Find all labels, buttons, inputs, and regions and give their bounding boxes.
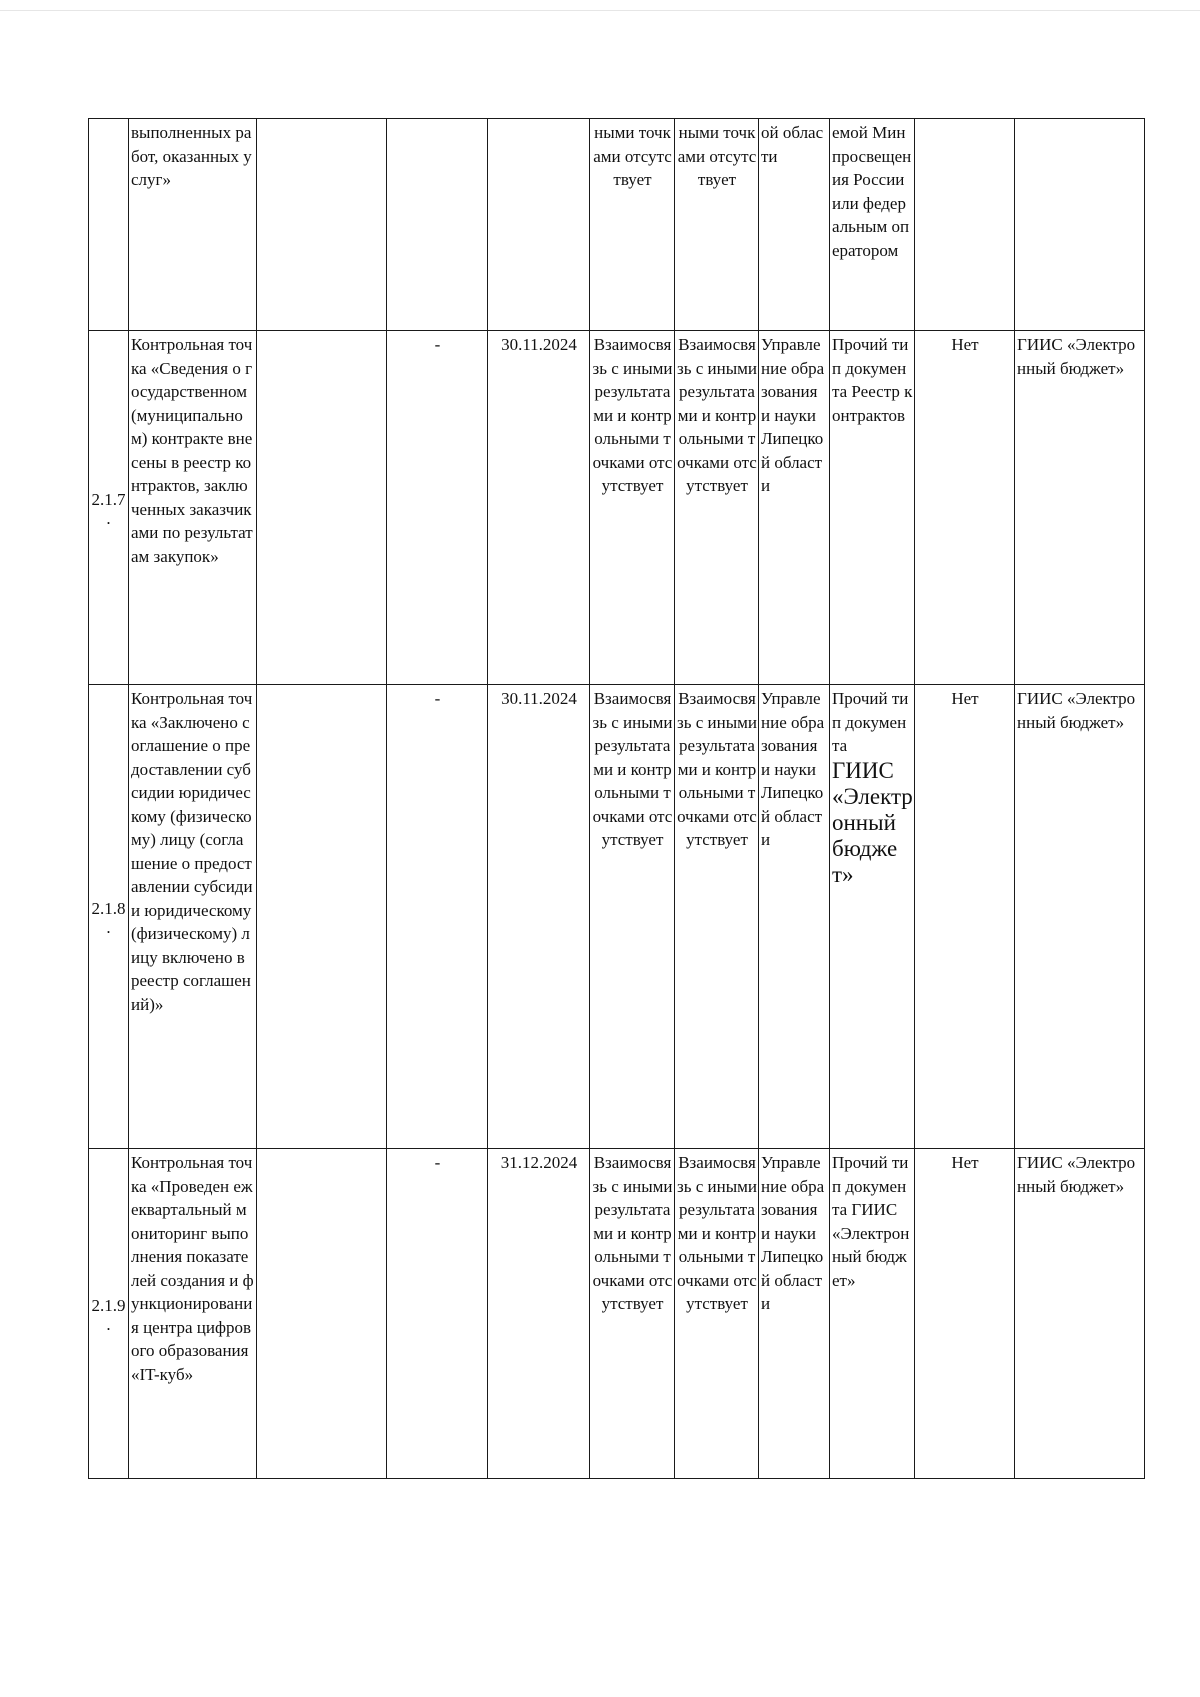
row-number-label: 2.1.7 xyxy=(91,489,126,509)
table-row xyxy=(89,1149,1145,1479)
cell-date xyxy=(488,119,590,331)
cell-flag xyxy=(915,119,1015,331)
cell-doc-type: Прочий тип документа Реестр контрактов xyxy=(830,331,915,685)
cell-flag: Нет xyxy=(915,331,1015,685)
cell-system: ГИИС «Электронный бюджет» xyxy=(1015,685,1145,1149)
cell-relation-1: Взаимосвязь с иными результатами и контрольными точками отсутствует xyxy=(590,685,675,1149)
row-number-dot: . xyxy=(106,918,111,938)
row-number-dot: . xyxy=(106,1315,111,1335)
control-points-table xyxy=(88,118,1145,1479)
row-number xyxy=(89,331,129,685)
cell-relation-2: ными точками отсутствует xyxy=(675,119,759,331)
cell-doc-type: емой Минпросвещения России или федеральным оператором xyxy=(830,119,915,331)
cell-relation-1: ными точками отсутствует xyxy=(590,119,675,331)
cell-system: ГИИС «Электронный бюджет» xyxy=(1015,1149,1145,1479)
cell-dash: - xyxy=(387,1149,488,1479)
cell-date: 31.12.2024 xyxy=(488,1149,590,1479)
cell-date: 30.11.2024 xyxy=(488,685,590,1149)
cell-flag: Нет xyxy=(915,685,1015,1149)
cell-relation-2: Взаимосвязь с иными результатами и контрольными точками отсутствует xyxy=(675,685,759,1149)
control-point-name: Контрольная точка «Проведен ежеквартальный мониторинг выполнения показателей создания и функционирования центра цифрового образования «IT-куб» xyxy=(129,1149,257,1479)
cell-responsible: ой области xyxy=(759,119,830,331)
cell-system xyxy=(1015,119,1145,331)
cell-date: 30.11.2024 xyxy=(488,331,590,685)
row-number xyxy=(89,685,129,1149)
row-number xyxy=(89,1149,129,1479)
cell-system: ГИИС «Электронный бюджет» xyxy=(1015,331,1145,685)
control-point-name: Контрольная точка «Заключено соглашение о предоставлении субсидии юридическому (физическому) лицу (соглашение о предоставлении субсидии юридическому (физическому) лицу включено в реестр соглашений)» xyxy=(129,685,257,1149)
cell-responsible: Управление образования и науки Липецкой области xyxy=(759,685,830,1149)
control-point-name: выполненных работ, оказанных услуг» xyxy=(129,119,257,331)
control-point-name: Контрольная точка «Сведения о государственном (муниципальном) контракте внесены в реестр контрактов, заключенных заказчиками по результатам закупок» xyxy=(129,331,257,685)
cell-empty xyxy=(257,119,387,331)
cell-relation-2: Взаимосвязь с иными результатами и контрольными точками отсутствует xyxy=(675,331,759,685)
cell-flag: Нет xyxy=(915,1149,1015,1479)
doc-type-small: Прочий тип документа xyxy=(832,689,909,755)
cell-relation-1: Взаимосвязь с иными результатами и контрольными точками отсутствует xyxy=(590,1149,675,1479)
row-number-dot: . xyxy=(106,509,111,529)
cell-empty xyxy=(257,685,387,1149)
row-number xyxy=(89,119,129,331)
table-row xyxy=(89,685,1145,1149)
table-row xyxy=(89,119,1145,331)
cell-responsible: Управление образования и науки Липецкой области xyxy=(759,331,830,685)
cell-dash: - xyxy=(387,685,488,1149)
cell-empty xyxy=(257,1149,387,1479)
scan-edge xyxy=(0,10,1200,11)
row-number-label: 2.1.8 xyxy=(91,898,126,918)
table-row xyxy=(89,331,1145,685)
row-number-label: 2.1.9 xyxy=(91,1295,126,1315)
cell-doc-type: Прочий тип документа ГИИС «Электронный бюджет» xyxy=(830,1149,915,1479)
cell-doc-type xyxy=(830,685,915,1149)
cell-relation-1: Взаимосвязь с иными результатами и контрольными точками отсутствует xyxy=(590,331,675,685)
cell-relation-2: Взаимосвязь с иными результатами и контрольными точками отсутствует xyxy=(675,1149,759,1479)
cell-empty xyxy=(257,331,387,685)
doc-type-big: ГИИС «Электронный бюджет» xyxy=(832,757,913,887)
cell-responsible: Управление образования и науки Липецкой области xyxy=(759,1149,830,1479)
cell-dash xyxy=(387,119,488,331)
cell-dash: - xyxy=(387,331,488,685)
